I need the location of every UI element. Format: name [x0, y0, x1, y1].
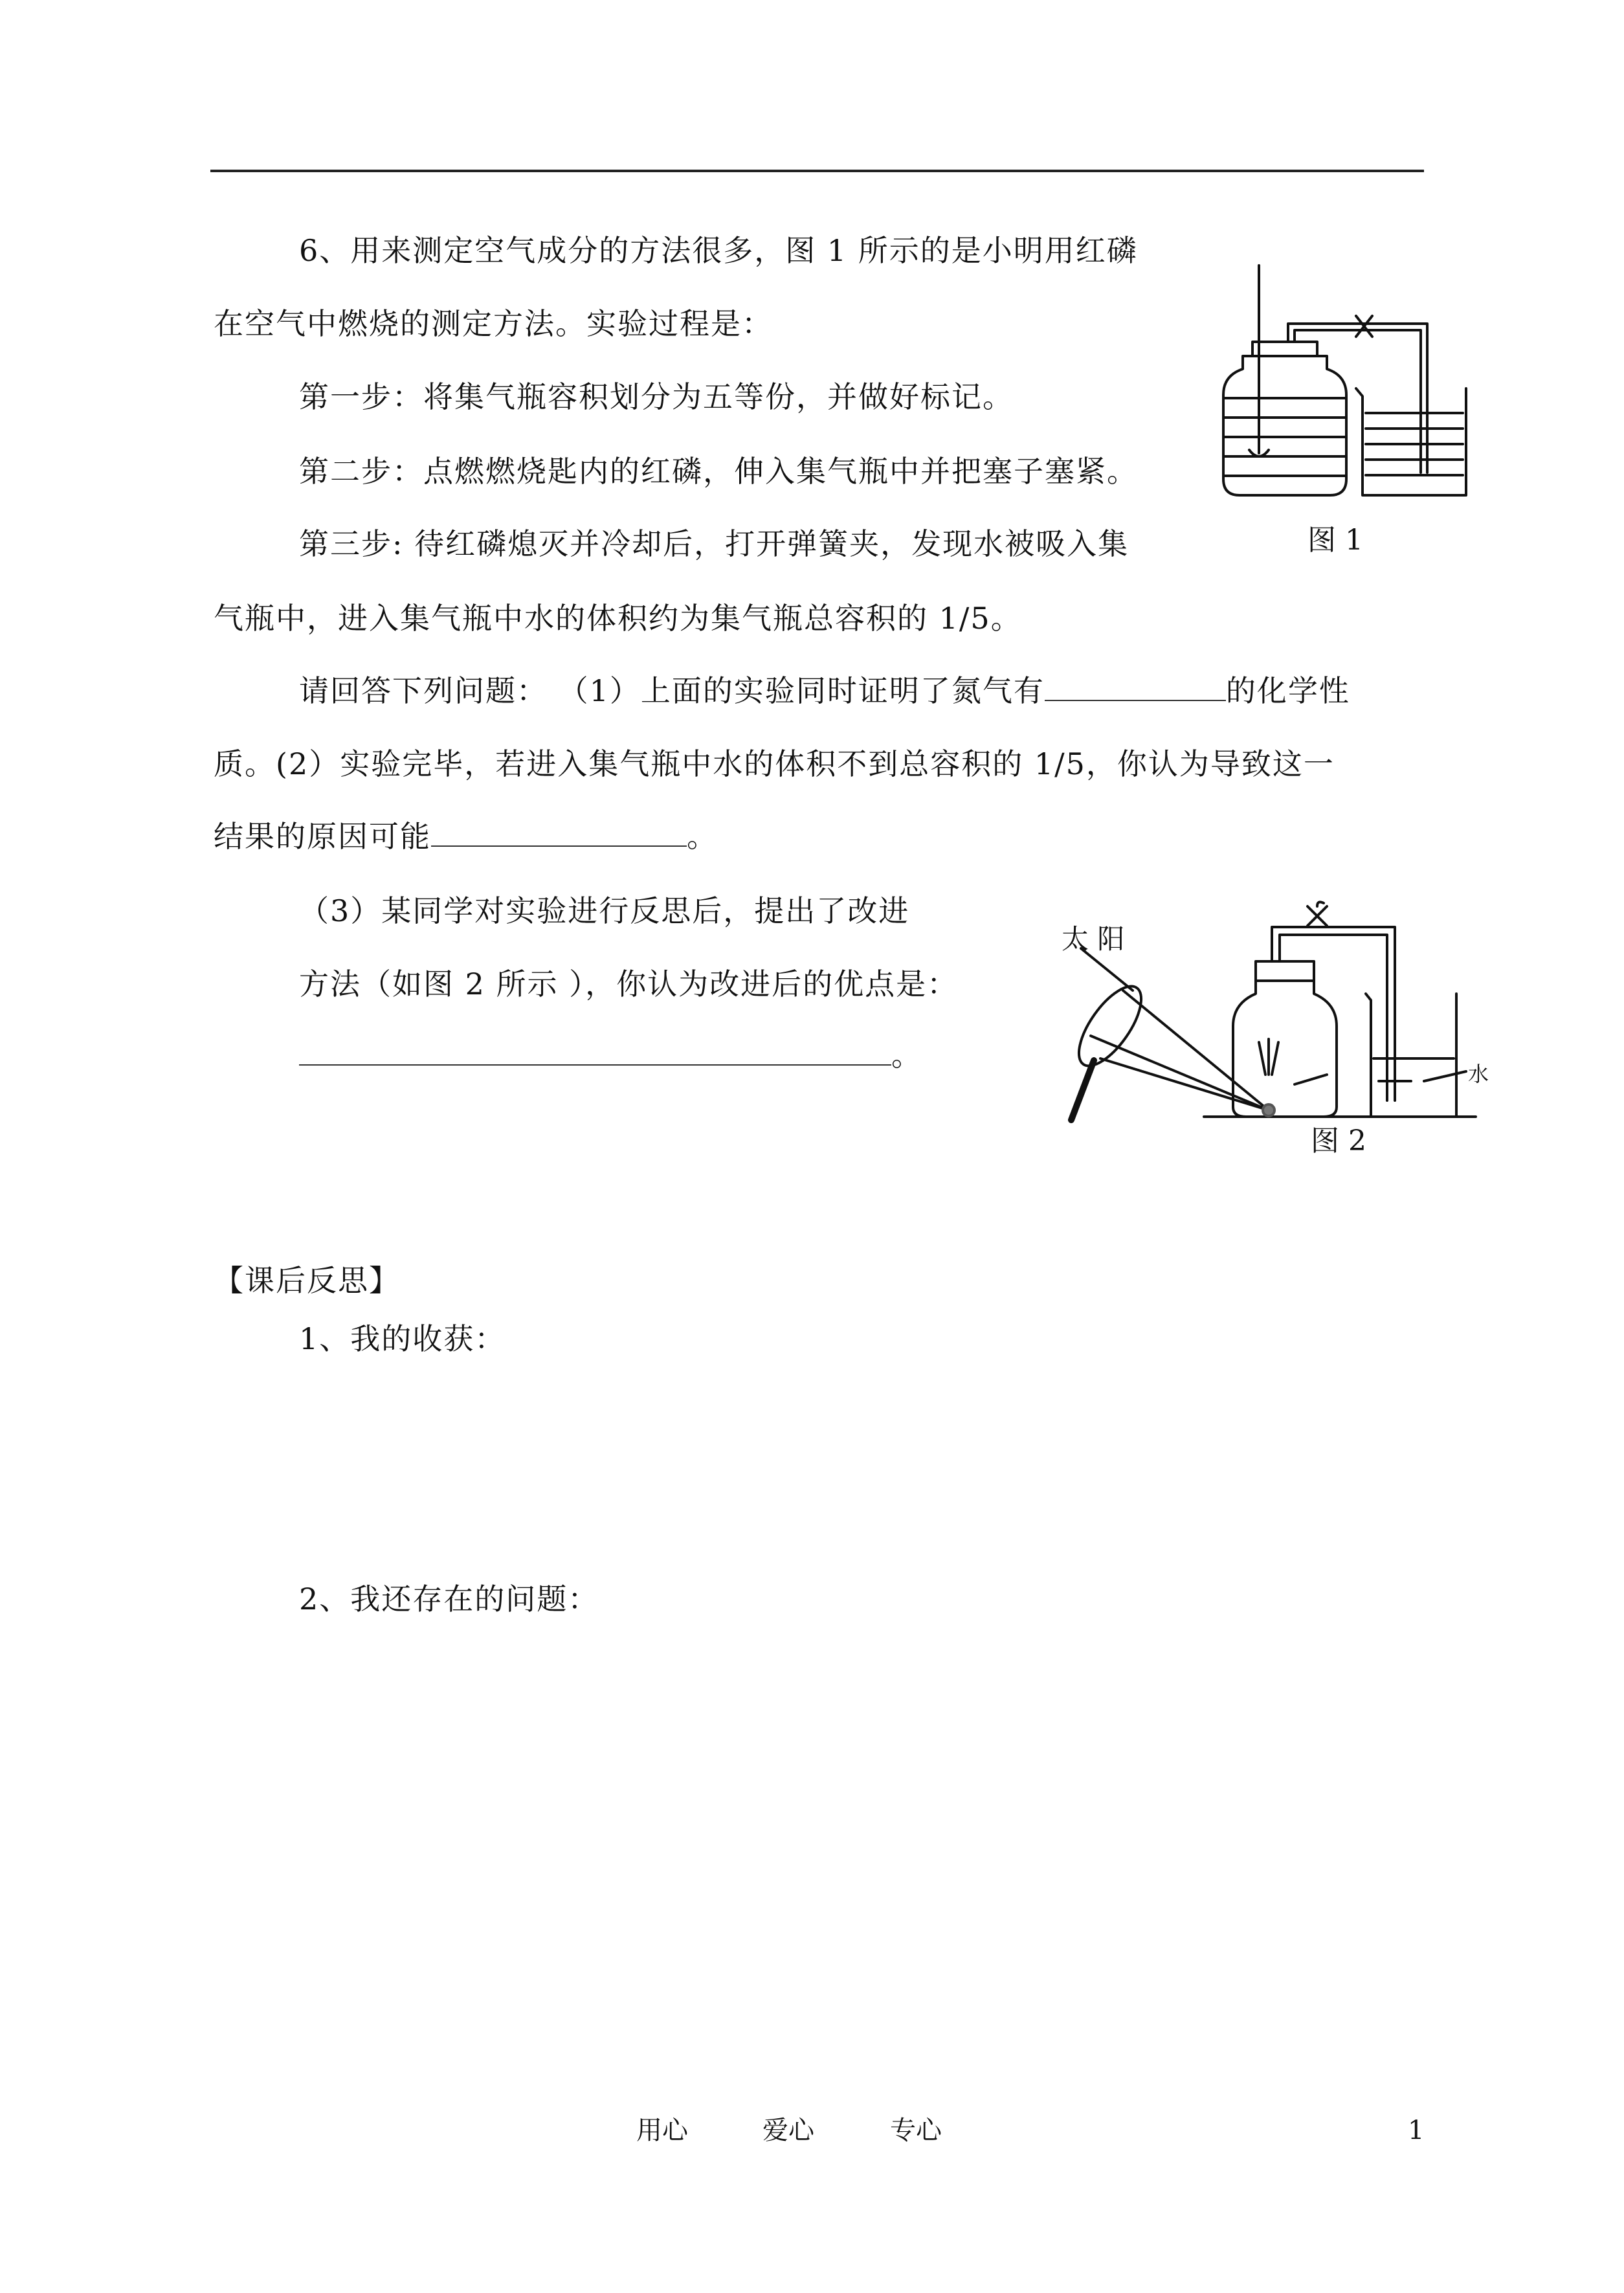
- bottle-stopper: [1252, 342, 1317, 356]
- fig2-beaker: [1366, 994, 1456, 1117]
- q6-step3-line2: 气瓶中，进入集气瓶中水的体积约为集气瓶总容积的 1/5。: [214, 601, 1022, 636]
- red-phosphorus: [1263, 1104, 1274, 1116]
- footer-word-2: 爱心: [762, 2116, 814, 2145]
- reflection-heading: 【课后反思】: [214, 1263, 400, 1298]
- q6-question3-line2: 方法（如图 2 所示 ），你认为改进后的优点是：: [299, 967, 959, 1001]
- reflection-item-1: 1、我的收获：: [299, 1321, 506, 1356]
- q6-question2-end: 。: [687, 819, 718, 854]
- page-number: 1: [1408, 2116, 1425, 2145]
- figure-1-apparatus: [1217, 259, 1476, 505]
- fig2-clip: [1307, 902, 1327, 926]
- q6-step1: 第一步：将集气瓶容积划分为五等份，并做好标记。: [299, 379, 1014, 414]
- sun-label: 太 阳: [1062, 923, 1125, 955]
- q6-step2: 第二步：点燃燃烧匙内的红磷，伸入集气瓶中并把塞子塞紧。: [299, 454, 1138, 489]
- water-label: 水: [1468, 1062, 1489, 1086]
- q6-question1-text: 请回答下列问题： （1）上面的实验同时证明了氮气有: [299, 673, 1045, 708]
- q6-question2-text: 结果的原因可能: [214, 819, 431, 854]
- q6-line2: 在空气中燃烧的测定方法。实验过程是：: [214, 306, 773, 341]
- beaker: [1356, 388, 1466, 495]
- light-ray-2: [1100, 1058, 1269, 1110]
- footer-word-1: 用心: [636, 2116, 688, 2145]
- flame-marks: [1259, 1039, 1278, 1075]
- reflection-item-2: 2、我还存在的问题：: [299, 1582, 599, 1616]
- q6-question1-tail: 的化学性: [1225, 673, 1350, 708]
- q6-line1: 6、用来测定空气成分的方法很多，图 1 所示的是小明用红磷: [299, 233, 1138, 268]
- figure-2-caption: 图 2: [1311, 1124, 1366, 1158]
- answer-blank-1[interactable]: [1045, 671, 1226, 701]
- fig2-stopper: [1256, 961, 1314, 981]
- figure-2-apparatus: [1062, 887, 1502, 1133]
- light-ray-1: [1123, 990, 1269, 1110]
- gas-bottle: [1223, 356, 1346, 495]
- q6-question1: [299, 671, 1350, 710]
- q6-question2-line2: [214, 817, 718, 856]
- figure-1-caption: 图 1: [1307, 524, 1363, 557]
- q6-question3-line1: （3）某同学对实验进行反思后，提出了改进: [299, 893, 910, 928]
- q6-question3-answer: [299, 1036, 922, 1075]
- header-rule: [210, 170, 1424, 172]
- connecting-tube-inner: [1295, 330, 1421, 473]
- answer-blank-3[interactable]: [299, 1036, 891, 1066]
- q6-question2-line1: 质。(2）实验完毕，若进入集气瓶中水的体积不到总容积的 1/5，你认为导致这一: [214, 746, 1335, 781]
- footer-word-3: 专心: [890, 2116, 942, 2145]
- spring-clip: [1356, 316, 1372, 337]
- q6-question3-end: 。: [891, 1038, 922, 1073]
- q6-step3-line1: 第三步: 待红磷熄灭并冷却后，打开弹簧夹，发现水被吸入集: [299, 526, 1129, 561]
- fig2-bottle: [1233, 981, 1337, 1117]
- magnifier-handle: [1071, 1060, 1094, 1120]
- answer-blank-2[interactable]: [431, 817, 687, 847]
